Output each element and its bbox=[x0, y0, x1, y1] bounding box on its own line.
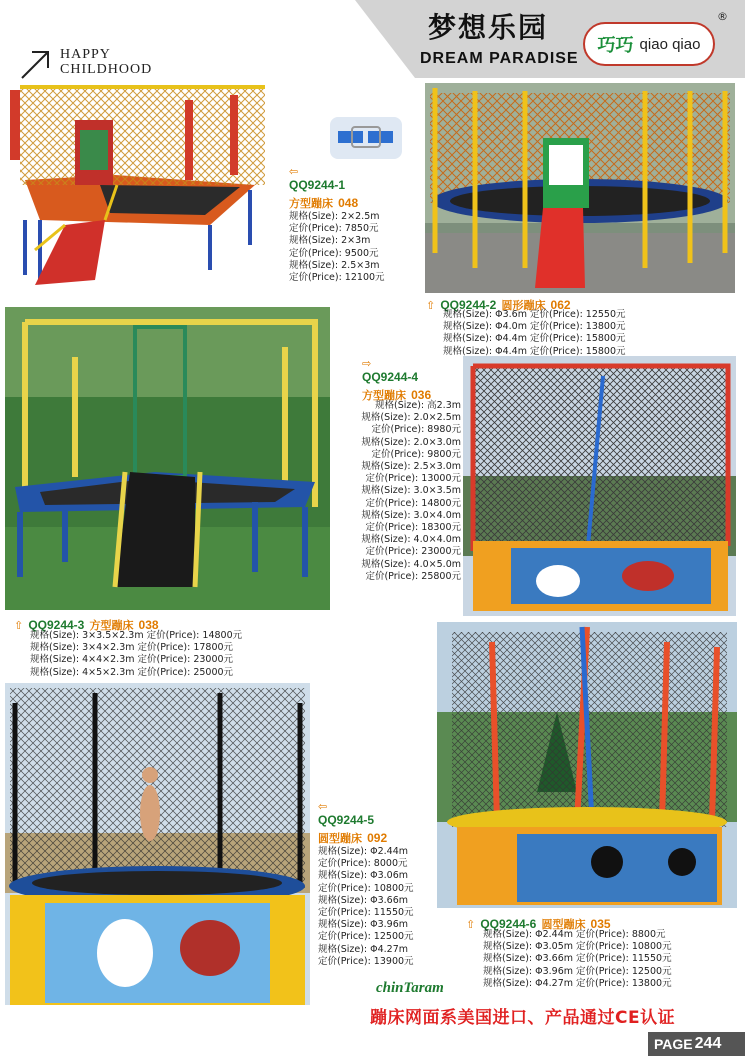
spec-row: 定价(Price): 23000元 bbox=[365, 546, 461, 558]
spec-row: 规格(Size): 高2.3m bbox=[375, 400, 461, 411]
product-photo-3 bbox=[5, 307, 330, 610]
tagline bbox=[60, 47, 152, 77]
product-4-name: 方型蹦床 bbox=[362, 389, 406, 402]
spec-row: 规格(Size): 2.5×3.0m bbox=[361, 461, 461, 473]
spec-row: 规格(Size): 2.5×3m bbox=[289, 259, 380, 271]
spec-row: 规格(Size): Φ3.96m 定价(Price): 12500元 bbox=[483, 965, 672, 977]
product-4-num: 036 bbox=[411, 388, 432, 402]
arrow-up-icon: ⇧ bbox=[466, 918, 476, 931]
spec-row: 定价(Price): 8980元 bbox=[371, 424, 461, 436]
spec-row: 规格(Size): 2.0×2.5m bbox=[361, 412, 461, 424]
product-1-num: 048 bbox=[338, 196, 359, 210]
spec-row: 定价(Price): 9800元 bbox=[371, 448, 461, 460]
spec-row: 规格(Size): Φ4.4m 定价(Price): 15800元 bbox=[443, 345, 626, 357]
logo bbox=[583, 22, 715, 66]
product-photo-5 bbox=[5, 683, 310, 1005]
spec-row: 规格(Size): Φ3.66m 定价(Price): 11550元 bbox=[483, 953, 672, 965]
product-6-name: 圆型蹦床 bbox=[541, 918, 586, 931]
spec-row: 规格(Size): 2×2.5m bbox=[289, 211, 380, 222]
spec-row: 定价(Price): 14800元 bbox=[365, 497, 461, 509]
registered-mark: ® bbox=[717, 10, 728, 23]
arrow-up-icon: ⇧ bbox=[14, 619, 24, 632]
spec-row: 规格(Size): Φ3.66m bbox=[318, 894, 409, 906]
arrow-up-icon: ⇧ bbox=[426, 299, 436, 312]
product-3-num: 038 bbox=[138, 618, 159, 632]
spec-row: 定价(Price): 8000元 bbox=[318, 858, 408, 870]
spec-row: 规格(Size): 3.0×3.5m bbox=[361, 485, 461, 497]
arrow-left-icon: ⇦ bbox=[289, 165, 299, 178]
spec-row: 规格(Size): Φ4.27m bbox=[318, 943, 409, 955]
product-1-code: QQ9244-1 bbox=[289, 178, 346, 192]
spec-row: 规格(Size): 3×3.5×2.3m 定价(Price): 14800元 bbox=[30, 630, 243, 641]
product-5-name: 圆型蹦床 bbox=[318, 832, 362, 845]
spec-row: 定价(Price): 13000元 bbox=[365, 473, 461, 485]
product-1-label bbox=[289, 165, 358, 211]
spec-row: 规格(Size): 3.0×4.0m bbox=[361, 509, 461, 521]
product-1-name: 方型蹦床 bbox=[289, 197, 333, 210]
spec-row: 规格(Size): 4×4×2.3m 定价(Price): 23000元 bbox=[30, 654, 234, 666]
page-number: 244 bbox=[694, 1035, 722, 1052]
product-5-num: 092 bbox=[367, 831, 388, 845]
page-prefix: PAGE bbox=[654, 1036, 693, 1052]
logo-text-cn: 巧巧 bbox=[597, 35, 634, 56]
spec-row: 定价(Price): 9500元 bbox=[289, 247, 379, 259]
brand-title-en: DREAM PARADISE bbox=[420, 50, 579, 67]
spec-row: 规格(Size): Φ3.06m bbox=[318, 870, 409, 882]
product-1-specs bbox=[289, 211, 385, 284]
spec-row: 定价(Price): 10800元 bbox=[318, 882, 414, 894]
spec-row: 定价(Price): 7850元 bbox=[289, 223, 379, 235]
spec-row: 规格(Size): Φ4.4m 定价(Price): 15800元 bbox=[443, 333, 626, 345]
brand-title-cn: 梦想乐园 bbox=[428, 11, 549, 44]
spec-row: 规格(Size): Φ2.44m bbox=[318, 846, 409, 857]
spec-row: 定价(Price): 18300元 bbox=[365, 522, 461, 534]
spec-row: 规格(Size): Φ3.05m 定价(Price): 10800元 bbox=[483, 941, 672, 953]
product-photo-1 bbox=[5, 75, 275, 300]
spec-row: 定价(Price): 12500元 bbox=[318, 931, 414, 943]
logo-text-en: qiao qiao bbox=[639, 35, 701, 53]
spec-row: 规格(Size): 3×4×2.3m 定价(Price): 17800元 bbox=[30, 642, 234, 654]
spec-row: 规格(Size): Φ2.44m 定价(Price): 8800元 bbox=[483, 929, 666, 940]
spec-row: 规格(Size): Φ4.27m 定价(Price): 13800元 bbox=[483, 977, 672, 989]
spec-row: 规格(Size): 2×3m bbox=[289, 235, 371, 247]
product-4-code: QQ9244-4 bbox=[362, 370, 419, 384]
spec-row: 规格(Size): 4.0×5.0m bbox=[361, 558, 461, 570]
product-3-code: QQ9244-3 bbox=[28, 618, 85, 632]
spec-row: 定价(Price): 25800元 bbox=[365, 570, 461, 582]
product-2-name: 圆形蹦床 bbox=[501, 299, 546, 312]
clip-detail-photo bbox=[330, 117, 402, 159]
product-6-num: 035 bbox=[590, 917, 611, 931]
product-5-code: QQ9244-5 bbox=[318, 813, 375, 827]
product-6-code: QQ9244-6 bbox=[480, 917, 537, 931]
spec-row: 定价(Price): 13900元 bbox=[318, 955, 414, 967]
product-6-specs bbox=[483, 929, 672, 990]
product-3-name: 方型蹦床 bbox=[89, 619, 134, 632]
spec-row: 定价(Price): 12100元 bbox=[289, 272, 385, 284]
product-2-code: QQ9244-2 bbox=[440, 298, 497, 312]
spec-row: 规格(Size): Φ3.6m 定价(Price): 12550元 bbox=[443, 309, 626, 320]
tagline-line2: CHILDHOOD bbox=[60, 62, 153, 77]
product-photo-6 bbox=[437, 622, 737, 908]
product-photo-2 bbox=[425, 83, 735, 293]
product-photo-4 bbox=[463, 356, 736, 616]
spec-row: 规格(Size): 4×5×2.3m 定价(Price): 25000元 bbox=[30, 666, 234, 678]
product-4-label bbox=[362, 357, 431, 403]
footer-brand: chinTaram bbox=[376, 980, 444, 996]
arrow-right-icon: ⇨ bbox=[362, 357, 372, 370]
arrow-left-icon: ⇦ bbox=[318, 800, 328, 813]
footer-statement: 蹦床网面系美国进口、产品通过CE认证 bbox=[370, 1008, 676, 1028]
spec-row: 规格(Size): 4.0×4.0m bbox=[361, 534, 461, 546]
page-number-badge bbox=[648, 1032, 745, 1056]
spec-row: 规格(Size): 2.0×3.0m bbox=[361, 436, 461, 448]
product-5-specs bbox=[318, 846, 414, 968]
spec-row: 定价(Price): 11550元 bbox=[318, 907, 414, 919]
spec-row: 规格(Size): Φ4.0m 定价(Price): 13800元 bbox=[443, 321, 626, 333]
product-5-label bbox=[318, 800, 387, 846]
product-2-num: 062 bbox=[550, 298, 571, 312]
tagline-line1: HAPPY bbox=[60, 47, 111, 62]
product-3-specs bbox=[30, 630, 242, 679]
product-4-specs bbox=[349, 400, 461, 583]
spec-row: 规格(Size): Φ3.96m bbox=[318, 919, 409, 931]
product-2-specs bbox=[443, 309, 626, 358]
